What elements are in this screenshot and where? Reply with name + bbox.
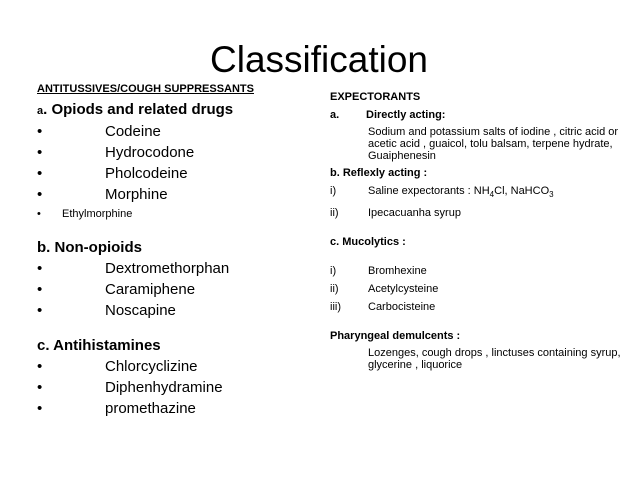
item-text: Acetylcysteine <box>368 283 439 296</box>
antihistamines-subheading: c. Antihistamines <box>37 337 161 354</box>
drug-name: Diphenhydramine <box>105 379 223 396</box>
list-item <box>37 279 312 300</box>
item-text: Bromhexine <box>368 265 427 278</box>
drug-name: Hydrocodone <box>105 144 195 161</box>
reflexly-acting-subheading: b. Reflexly acting : <box>330 167 428 179</box>
bullet-icon: • <box>37 281 43 298</box>
drug-name: Ethylmorphine <box>62 208 133 220</box>
directly-acting-subheading <box>330 108 630 122</box>
list-item <box>37 205 312 223</box>
list-item <box>37 163 312 184</box>
bullet-icon: • <box>37 358 43 375</box>
drug-name: Dextromethorphan <box>105 260 230 277</box>
bullet-icon: • <box>37 302 43 319</box>
list-item <box>37 142 312 163</box>
saline-text-pre: Saline expectorants : NH <box>368 185 490 197</box>
bullet-icon: • <box>37 165 43 182</box>
bullet-icon: • <box>37 208 41 220</box>
drug-name: Chlorcyclizine <box>105 358 198 375</box>
drug-name: Pholcodeine <box>105 165 188 182</box>
item-number: i) <box>330 265 337 278</box>
drug-name: Morphine <box>105 186 168 203</box>
subscript: 4 <box>489 190 495 200</box>
bullet-icon: • <box>37 260 43 277</box>
saline-text-post: Cl, NaHCO <box>494 185 550 197</box>
expectorants-heading: EXPECTORANTS <box>330 91 421 103</box>
item-number: i) <box>330 185 337 197</box>
list-item <box>37 398 312 419</box>
list-item <box>330 184 630 202</box>
item-text <box>368 184 554 202</box>
list-item <box>37 184 312 205</box>
drug-name: Caramiphene <box>105 281 196 298</box>
bullet-icon: • <box>37 400 43 417</box>
opioids-subheading <box>37 100 312 121</box>
list-item <box>37 121 312 142</box>
antitussives-heading: ANTITUSSIVES/COUGH SUPPRESSANTS <box>37 83 254 95</box>
non-opioids-subheading: b. Non-opioids <box>37 239 142 256</box>
directly-acting-num: a. <box>330 109 340 121</box>
list-item <box>37 377 312 398</box>
opioids-label: . Opiods and related drugs <box>43 101 234 118</box>
list-item <box>37 258 312 279</box>
bullet-icon: • <box>37 379 43 396</box>
slide-title: Classification <box>210 39 428 80</box>
antitussives-column <box>37 82 312 419</box>
list-item <box>330 300 630 314</box>
drug-name: promethazine <box>105 400 196 417</box>
item-text: Ipecacuanha syrup <box>368 207 461 220</box>
drug-name: Codeine <box>105 123 161 140</box>
mucolytics-subheading: c. Mucolytics : <box>330 236 406 249</box>
item-text: Carbocisteine <box>368 301 436 314</box>
list-item <box>330 206 630 220</box>
demulcents-text: Lozenges, cough drops , linctuses containing syrup, glycerine , liquorice <box>368 347 621 372</box>
item-number: ii) <box>330 207 339 220</box>
bullet-icon: • <box>37 144 43 161</box>
list-item <box>330 282 630 296</box>
list-item <box>330 264 630 278</box>
subscript: 3 <box>549 190 554 200</box>
item-number: ii) <box>330 283 339 296</box>
directly-acting-label: Directly acting: <box>366 109 446 121</box>
demulcents-subheading: Pharyngeal demulcents : <box>330 330 461 343</box>
directly-acting-text: Sodium and potassium salts of iodine , citric acid or acetic acid , guaicol, tolu balsam, terpene hydrate, Guaiphenesin <box>368 126 619 162</box>
expectorants-column <box>330 90 630 371</box>
item-number: iii) <box>330 301 341 314</box>
list-item <box>37 300 312 321</box>
drug-name: Noscapine <box>105 302 176 319</box>
bullet-icon: • <box>37 186 43 203</box>
opioids-prefix: a <box>37 105 44 117</box>
bullet-icon: • <box>37 123 43 140</box>
list-item <box>37 356 312 377</box>
